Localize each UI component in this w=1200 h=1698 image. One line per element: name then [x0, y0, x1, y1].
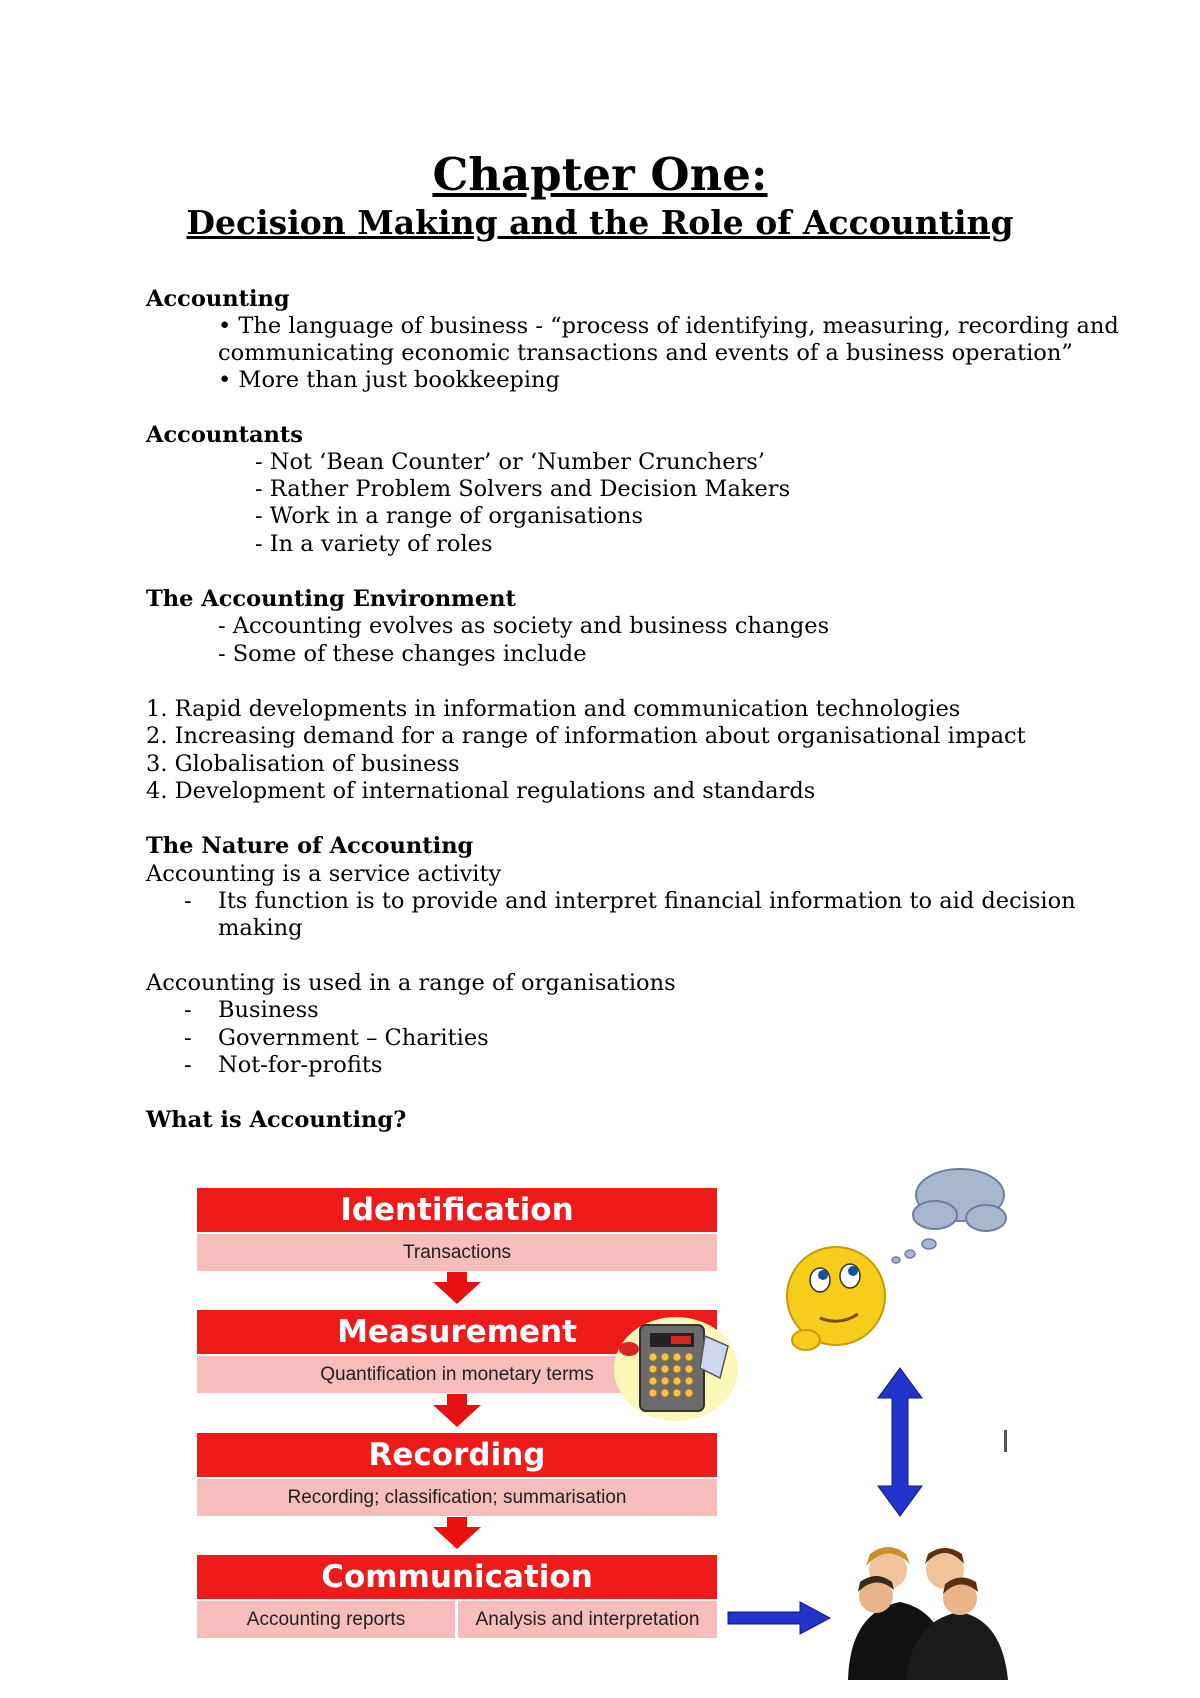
change-list-item: 3. Globalisation of business	[146, 751, 460, 777]
org-item: Business	[218, 997, 319, 1023]
section-heading-accountants: Accountants	[146, 422, 303, 448]
stage-detail: Accounting reports	[197, 1599, 455, 1638]
stage-title: Communication	[197, 1555, 717, 1599]
nature-function-line: Its function is to provide and interpret financial information to aid decision	[218, 888, 1076, 914]
section-heading-accounting: Accounting	[146, 286, 290, 312]
stage-title: Identification	[197, 1188, 717, 1232]
dash-marker: -	[184, 997, 192, 1023]
stage-detail: Analysis and interpretation	[458, 1599, 717, 1638]
dash-marker: -	[184, 1052, 192, 1078]
section-heading-environment: The Accounting Environment	[146, 586, 516, 612]
diagram-graphics	[0, 1150, 1200, 1698]
change-list-item: 2. Increasing demand for a range of information about organisational impact	[146, 723, 1026, 749]
accountants-item: - Not ‘Bean Counter’ or ‘Number Crunchers’	[255, 449, 765, 475]
flow-arrow-icon	[433, 1517, 481, 1549]
accounting-bullet: • The language of business - “process of identifying, measuring, recording and	[218, 313, 1119, 339]
stage-title: Recording	[197, 1433, 717, 1477]
environment-item: - Accounting evolves as society and business changes	[218, 613, 830, 639]
chapter-subtitle: Decision Making and the Role of Accounting	[186, 203, 1014, 242]
double-arrow-icon	[878, 1368, 922, 1516]
accountants-item: - In a variety of roles	[255, 531, 493, 557]
thought-bubble-icon	[892, 1169, 1006, 1263]
accounting-bullet: • More than just bookkeeping	[218, 367, 560, 393]
change-list-item: 4. Development of international regulations and standards	[146, 778, 816, 804]
dash-marker: -	[184, 888, 192, 914]
nature-function-line: making	[218, 915, 303, 941]
stage-detail: Quantification in monetary terms	[197, 1354, 717, 1393]
right-arrow-icon	[728, 1602, 830, 1634]
dash-marker: -	[184, 1025, 192, 1051]
org-item: Government – Charities	[218, 1025, 489, 1051]
chapter-title: Chapter One:	[432, 148, 768, 201]
flow-arrow-icon	[433, 1394, 481, 1427]
nature-used-intro: Accounting is used in a range of organisations	[146, 970, 676, 996]
org-item: Not-for-profits	[218, 1052, 383, 1078]
change-list-item: 1. Rapid developments in information and communication technologies	[146, 696, 961, 722]
flow-arrow-icon	[433, 1272, 481, 1304]
stage-detail: Recording; classification; summarisation	[197, 1477, 717, 1516]
people-icon	[848, 1547, 1008, 1680]
thinking-face-icon	[787, 1247, 885, 1350]
environment-item: - Some of these changes include	[218, 641, 587, 667]
calculator-icon	[614, 1317, 738, 1421]
stage-title: Measurement	[197, 1310, 717, 1354]
accountants-item: - Rather Problem Solvers and Decision Makers	[255, 476, 791, 502]
divider-mark	[1004, 1430, 1007, 1452]
stage-detail: Transactions	[197, 1232, 717, 1271]
accountants-item: - Work in a range of organisations	[255, 503, 643, 529]
nature-intro: Accounting is a service activity	[146, 861, 502, 887]
section-heading-nature: The Nature of Accounting	[146, 833, 474, 859]
accounting-bullet-continuation: communicating economic transactions and events of a business operation”	[218, 340, 1073, 366]
section-heading-what: What is Accounting?	[146, 1107, 407, 1133]
